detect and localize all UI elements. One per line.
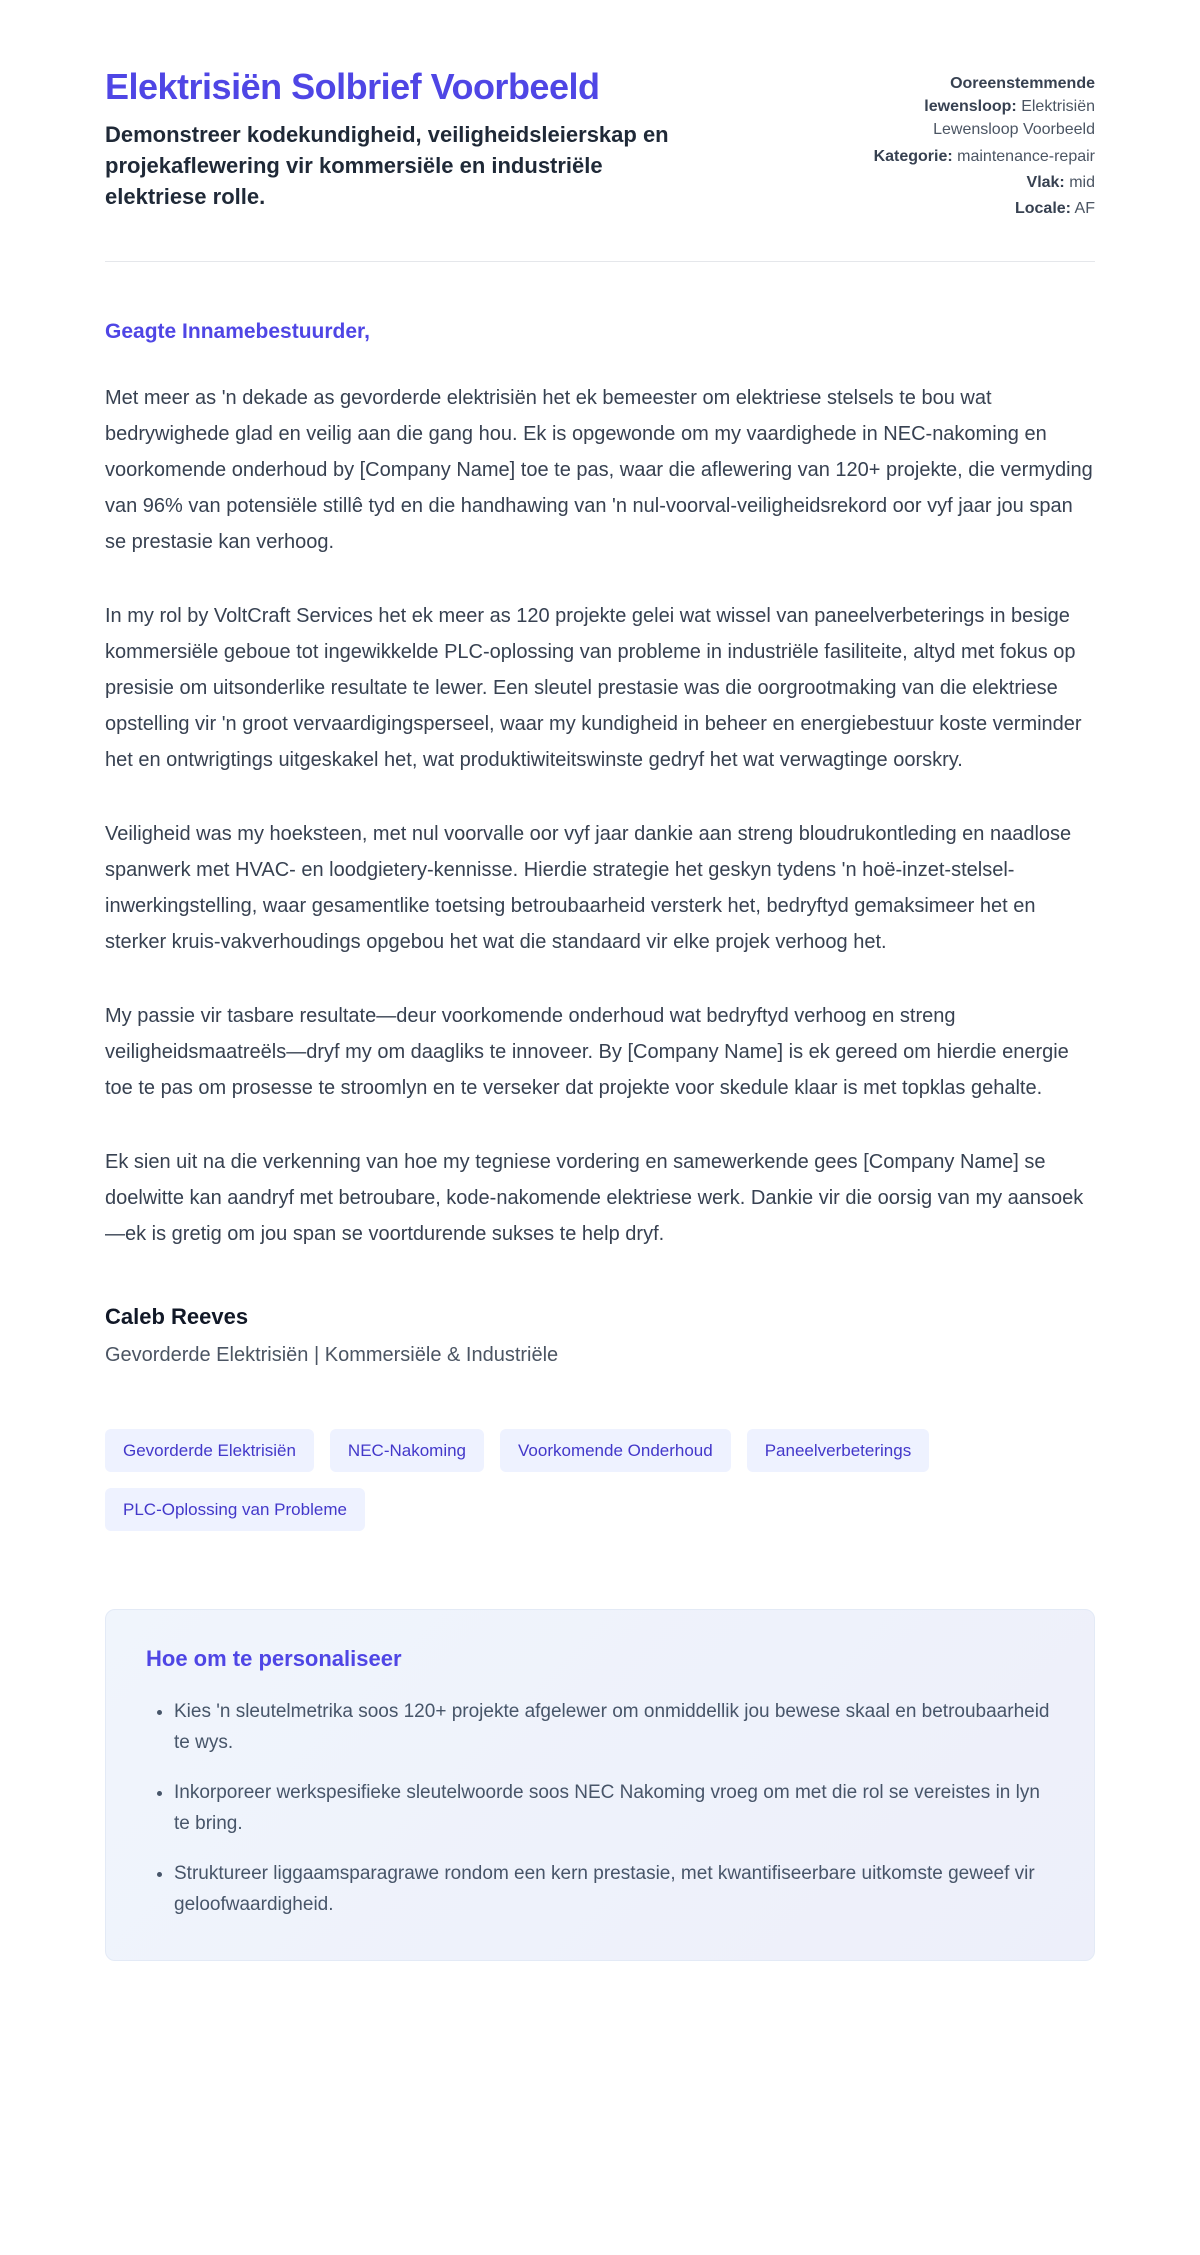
header [105, 66, 1095, 223]
locale-value: AF [1074, 199, 1095, 217]
letter-paragraph: Met meer as 'n dekade as gevorderde elektrisiën het ek bemeester om elektriese stelsels te bou wat bedrywighede glad en veilig aan die gang hou. Ek is opgewonde om my vaardighede in NEC-nakoming en voorkomende onderhoud by [Company Name] toe te pas, waar die aflewering van 120+ projekte, die vermyding van 96% van potensiële stillê tyd en die handhawing van 'n nul-voorval-veiligheidsrekord oor vyf jaar jou span se prestasie kan verhoog. [105, 387, 1093, 554]
personalization-tips-box [105, 1609, 1095, 1961]
letter-greeting: Geagte Innamebestuurder, [105, 320, 370, 344]
page-title: Elektrisiën Solbrief Voorbeeld [105, 66, 600, 107]
page-subtitle: Demonstreer kodekundigheid, veiligheidsleierskap en projekaflewering vir kommersiële en industriële elektriese rolle. [105, 122, 669, 209]
meta-locale [865, 197, 1095, 220]
meta-category [865, 145, 1095, 168]
signature-block [105, 1304, 1095, 1367]
letter-paragraph: My passie vir tasbare resultate—deur voorkomende onderhoud wat bedryftyd verhoog en streng veiligheidsmaatreëls—dryf my om daagliks te innoveer. By [Company Name] is ek gereed om hierdie energie toe te pas om prosesse te stroomlyn en te verseker dat projekte voor skedule klaar is met topklas gehalte. [105, 1005, 1069, 1100]
skill-tag: Voorkomende Onderhoud [500, 1429, 731, 1472]
letter-paragraph: Ek sien uit na die verkenning van hoe my tegniese vordering en samewerkende gees [Company Name] se doelwitte kan aandryf met betroubare, kode-nakomende elektriese werk. Dankie vir die oorsig van my aansoek—ek is gretig om jou span se voortdurende sukses te help dryf. [105, 1151, 1084, 1246]
skill-tag: NEC-Nakoming [330, 1429, 484, 1472]
meta-block [865, 66, 1095, 223]
letter-paragraph: In my rol by VoltCraft Services het ek meer as 120 projekte gelei wat wissel van paneelverbeterings in besige kommersiële geboue tot ingewikkelde PLC-oplossing van probleme in industriële fasiliteite, altyd met fokus op presisie om uitsonderlike resultate te lewer. Een sleutel prestasie was die oorgrootmaking van die elektriese opstelling vir 'n groot vervaardigingsperseel, waar my kundigheid in beheer en energiebestuur koste verminder het en ontwrigtings uitgeskakel het, wat produktiwiteitswinste gedryf het wat verwagtinge oorskry. [105, 605, 1082, 772]
skill-tag: PLC-Oplossing van Probleme [105, 1488, 365, 1531]
letter-paragraph: Veiligheid was my hoeksteen, met nul voorvalle oor vyf jaar dankie aan streng bloudrukontleding en naadlose spanwerk met HVAC- en loodgietery-kennisse. Hierdie strategie het geskyn tydens 'n hoë-inzet-stelsel-inwerkingstelling, waar gesamentlike toetsing betroubaarheid versterk het, bedryftyd gemaksimeer het en sterker kruis-vakverhoudings opgebou het wat die standaard vir elke projek verhoog het. [105, 823, 1072, 954]
skill-tags [105, 1429, 1095, 1531]
category-value: maintenance-repair [957, 147, 1095, 165]
header-divider [105, 261, 1095, 262]
matching-resume-label: Ooreenstemmende lewensloop: [924, 75, 1095, 116]
skill-tag: Paneelverbeterings [747, 1429, 929, 1472]
meta-matching-resume [865, 72, 1095, 142]
tip-item: • Struktureer liggaamsparagrawe rondom een kern prestasie, met kwantifiseerbare uitkomste geweef vir geloofwaardigheid. [174, 1858, 1054, 1921]
meta-level [865, 171, 1095, 194]
header-left [105, 66, 865, 212]
cover-letter [105, 320, 1095, 1367]
skill-tag: Gevorderde Elektrisiën [105, 1429, 314, 1472]
content-container [105, 0, 1095, 2033]
matching-resume-value: Elektrisiën Lewensloop Voorbeeld [933, 98, 1095, 139]
tips-list [146, 1696, 1054, 1920]
tip-item: • Kies 'n sleutelmetrika soos 120+ projekte afgelewer om onmiddellik jou bewese skaal en betroubaarheid te wys. [174, 1696, 1054, 1759]
level-value: mid [1069, 173, 1095, 191]
level-label: Vlak: [1026, 173, 1065, 191]
tip-item: • Inkorporeer werkspesifieke sleutelwoorde soos NEC Nakoming vroeg om met die rol se vereistes in lyn te bring. [174, 1777, 1054, 1840]
locale-label: Locale: [1014, 199, 1071, 217]
signature-title: Gevorderde Elektrisiën | Kommersiële & Industriële [105, 1344, 559, 1367]
tips-heading: Hoe om te personaliseer [146, 1646, 402, 1672]
category-label: Kategorie: [873, 147, 953, 165]
signature-name: Caleb Reeves [105, 1304, 249, 1330]
